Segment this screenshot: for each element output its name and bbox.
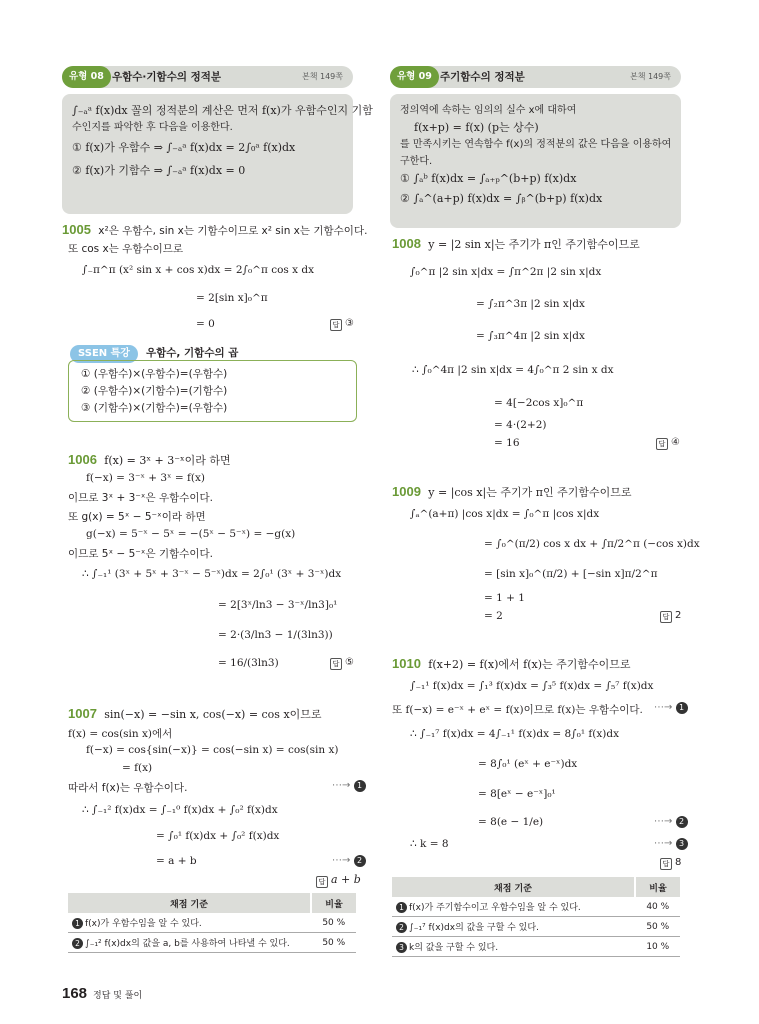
equation: = 0 (196, 318, 215, 330)
book-reference: 본책 149쪽 (302, 72, 343, 81)
equation: = 4[−2cos x]₀^π (494, 397, 584, 409)
guide-line: 정의역에 속하는 임의의 실수 x에 대하여 (400, 105, 577, 116)
solution-text: y = |cos x|는 주기가 π인 주기함수이므로 (428, 486, 632, 499)
criteria-text: k의 값을 구할 수 있다. (409, 943, 499, 953)
grading-table (392, 877, 680, 957)
table-row (392, 937, 680, 957)
equation: = ∫₀¹ f(x)dx + ∫₀² f(x)dx (156, 830, 280, 842)
equation: = 2·(3/ln3 − 1/(3ln3)) (218, 629, 333, 641)
equation: ∫₀^π |2 sin x|dx = ∫π^2π |2 sin x|dx (410, 266, 602, 278)
mark-1: ⋯→ 1 (332, 780, 366, 792)
problem-1009-line (392, 484, 631, 500)
answer (330, 318, 354, 331)
equation: f(x) = cos(sin x)에서 (68, 728, 173, 740)
table-row (68, 913, 356, 933)
equation: = ∫₀^(π/2) cos x dx + ∫π/2^π (−cos x)dx (484, 538, 700, 550)
step-marker: 1 (354, 780, 366, 792)
step-marker: 2 (72, 938, 83, 949)
equation: = 16 (494, 437, 520, 449)
equation: = [sin x]₀^(π/2) + [−sin x]π/2^π (484, 568, 658, 580)
equation: = ∫₂π^3π |2 sin x|dx (476, 298, 585, 310)
step-marker: 3 (676, 838, 688, 850)
equation: = 2[sin x]₀^π (196, 292, 268, 304)
step-marker: 1 (72, 918, 83, 929)
guide-line: 를 만족시키는 연속함수 f(x)의 정적분의 값은 다음을 이용하여 (400, 139, 672, 150)
section-title: 우함수·기함수의 정적분 (112, 71, 222, 83)
ratio-value: 50 % (311, 913, 356, 933)
ratio-value: 10 % (635, 937, 680, 957)
answer-box-icon: 답 (316, 876, 328, 888)
equation: f(−x) = 3⁻ˣ + 3ˣ = f(x) (86, 472, 206, 484)
page-number: 168 (62, 985, 88, 1002)
answer-value: a + b (331, 873, 361, 886)
answer (656, 437, 680, 450)
solution-text: 이므로 3ˣ + 3⁻ˣ은 우함수이다. (68, 492, 213, 504)
problem-1008-line (392, 236, 640, 252)
type-tag: 유형 09 (390, 66, 439, 88)
solution-text: f(x+2) = f(x)에서 f(x)는 주기함수이므로 (428, 658, 631, 671)
guide-line: 수인지를 파악한 후 다음을 이용한다. (72, 122, 233, 133)
guide-box (390, 94, 681, 228)
answer-box-icon: 답 (330, 319, 342, 331)
equation: = 4·(2+2) (494, 419, 547, 431)
ratio-value: 50 % (311, 933, 356, 953)
problem-number: 1008 (392, 236, 421, 251)
step-marker: 1 (396, 902, 407, 913)
problem-number: 1006 (68, 452, 97, 467)
problem-1006-line (68, 452, 231, 468)
answer (330, 657, 354, 670)
problem-1005-line (62, 222, 367, 238)
problem-number: 1005 (62, 222, 91, 237)
table-header: 비율 (635, 877, 680, 897)
problem-number: 1010 (392, 656, 421, 671)
equation: = 16/(3ln3) (218, 657, 279, 669)
table-header: 채점 기준 (68, 893, 311, 913)
equation: = 8(e − 1/e) (478, 816, 544, 828)
answer (660, 857, 681, 870)
equation: ∴ ∫₋₁⁷ f(x)dx = 4∫₋₁¹ f(x)dx = 8∫₀¹ f(x)dx (410, 728, 620, 740)
solution-text: 따라서 f(x)는 우함수이다. (68, 782, 188, 794)
answer (660, 610, 681, 623)
solution-text: f(x) = 3ˣ + 3⁻ˣ이라 하면 (104, 454, 231, 467)
criteria-text: ∫₋₁² f(x)dx의 값을 a, b를 사용하여 나타낼 수 있다. (85, 939, 290, 949)
answer-value: ④ (671, 437, 680, 448)
table-header: 비율 (311, 893, 356, 913)
solution-text: x²은 우함수, sin x는 기함수이므로 x² sin x는 기함수이다. (98, 225, 368, 237)
grading-table (68, 893, 356, 953)
guide-line: ① f(x)가 우함수 ⇒ ∫₋ₐᵃ f(x)dx = 2∫₀ᵃ f(x)dx (72, 141, 296, 154)
left-column (62, 66, 373, 214)
mark-2: ⋯→ 2 (332, 855, 366, 867)
guide-line: ① ∫ₐᵇ f(x)dx = ∫ₐ₊ₚ^(b+p) f(x)dx (400, 172, 577, 185)
equation: = 2[3ˣ/ln3 − 3⁻ˣ/ln3]₀¹ (218, 599, 338, 611)
answer-value: 8 (675, 857, 682, 868)
table-row (392, 897, 680, 917)
table-row (68, 933, 356, 953)
solution-text: y = |2 sin x|는 주기가 π인 주기함수이므로 (428, 238, 640, 251)
problem-number: 1007 (68, 706, 97, 721)
book-reference: 본책 149쪽 (630, 72, 671, 81)
equation: = 8[eˣ − e⁻ˣ]₀¹ (478, 788, 556, 800)
step-marker: 2 (354, 855, 366, 867)
criteria-text: ∫₋₁⁷ f(x)dx의 값을 구할 수 있다. (409, 923, 539, 933)
equation: ∴ ∫₀^4π |2 sin x|dx = 4∫₀^π 2 sin x dx (412, 364, 614, 376)
mark-3: ⋯→ 3 (654, 838, 688, 850)
tip-item: ① (우함수)×(우함수)=(우함수) (81, 368, 228, 380)
problem-1007-line (68, 706, 322, 722)
solution-text: sin(−x) = −sin x, cos(−x) = cos x이므로 (104, 708, 322, 721)
step-marker: 2 (676, 816, 688, 828)
table-header: 채점 기준 (392, 877, 635, 897)
step-marker: 2 (396, 922, 407, 933)
equation: = 8∫₀¹ (eˣ + e⁻ˣ)dx (478, 758, 578, 770)
equation: ∫₋π^π (x² sin x + cos x)dx = 2∫₀^π cos x dx (82, 264, 315, 276)
ratio-value: 40 % (635, 897, 680, 917)
equation: f(−x) = cos{sin(−x)} = cos(−sin x) = cos(sin x) (86, 744, 339, 756)
guide-box (62, 94, 373, 214)
equation: = ∫₃π^4π |2 sin x|dx (476, 330, 585, 342)
type-tag: 유형 08 (62, 66, 111, 88)
equation: ∫ₐ^(a+π) |cos x|dx = ∫₀^π |cos x|dx (410, 508, 600, 520)
answer-box-icon: 답 (660, 611, 672, 623)
equation: ∴ k = 8 (410, 838, 449, 850)
guide-line: 구한다. (400, 156, 433, 167)
equation: 또 f(−x) = e⁻ˣ + eˣ = f(x)이므로 f(x)는 우함수이다. (392, 704, 643, 716)
equation: ∫₋₁¹ f(x)dx = ∫₁³ f(x)dx = ∫₃⁵ f(x)dx = ∫₅⁷ f(x)dx (410, 680, 654, 692)
solution-text: 이므로 5ˣ − 5⁻ˣ은 기함수이다. (68, 548, 213, 560)
guide-line: f(x+p) = f(x) (p는 상수) (414, 121, 539, 134)
section-label: 정답 및 풀이 (93, 991, 143, 1001)
equation: = 1 + 1 (484, 592, 525, 604)
section-header-type-09 (390, 66, 681, 88)
criteria-text: f(x)가 주기함수이고 우함수임을 알 수 있다. (409, 903, 581, 913)
solution-text: 또 g(x) = 5ˣ − 5⁻ˣ이라 하면 (68, 511, 206, 523)
criteria-text: f(x)가 우함수임을 알 수 있다. (85, 919, 202, 929)
guide-line: ② f(x)가 기함수 ⇒ ∫₋ₐᵃ f(x)dx = 0 (72, 164, 246, 177)
equation: = a + b (156, 855, 197, 867)
guide-line: ② ∫ₐ^(a+p) f(x)dx = ∫ᵦ^(b+p) f(x)dx (400, 192, 603, 205)
tip-box (68, 360, 357, 422)
tip-item: ② (우함수)×(기함수)=(기함수) (81, 385, 228, 397)
answer-value: ③ (345, 318, 354, 329)
problem-number: 1009 (392, 484, 421, 499)
tip-title: 우함수, 기함수의 곱 (145, 347, 239, 359)
answer-box-icon: 답 (656, 438, 668, 450)
right-column (390, 66, 681, 228)
equation: ∴ ∫₋₁¹ (3ˣ + 5ˣ + 3⁻ˣ − 5⁻ˣ)dx = 2∫₀¹ (3ˣ + 3⁻ˣ)dx (82, 568, 342, 580)
solution-text: 또 cos x는 우함수이므로 (68, 243, 184, 255)
answer-value: 2 (675, 610, 682, 621)
step-marker: 1 (676, 702, 688, 714)
section-header-type-08 (62, 66, 353, 88)
answer-box-icon: 답 (330, 658, 342, 670)
tip-item: ③ (기함수)×(기함수)=(우함수) (81, 402, 228, 414)
equation: ∴ ∫₋₁² f(x)dx = ∫₋₁⁰ f(x)dx + ∫₀² f(x)dx (82, 804, 278, 816)
equation: = f(x) (122, 762, 153, 774)
problem-1010-line (392, 656, 631, 672)
answer-value: ⑤ (345, 657, 354, 668)
tip-label: SSEN 특강 (70, 345, 138, 363)
equation: = 2 (484, 610, 503, 622)
page-footer (62, 985, 142, 1002)
step-marker: 3 (396, 942, 407, 953)
mark-1: ⋯→ 1 (654, 702, 688, 714)
equation: g(−x) = 5⁻ˣ − 5ˣ = −(5ˣ − 5⁻ˣ) = −g(x) (86, 528, 296, 540)
section-title: 주기함수의 정적분 (440, 71, 525, 83)
table-row (392, 917, 680, 937)
mark-2: ⋯→ 2 (654, 816, 688, 828)
ratio-value: 50 % (635, 917, 680, 937)
answer (316, 873, 361, 888)
answer-box-icon: 답 (660, 858, 672, 870)
guide-line: ∫₋ₐᵃ f(x)dx 꼴의 정적분의 계산은 먼저 f(x)가 우함수인지 기함 (72, 104, 373, 117)
